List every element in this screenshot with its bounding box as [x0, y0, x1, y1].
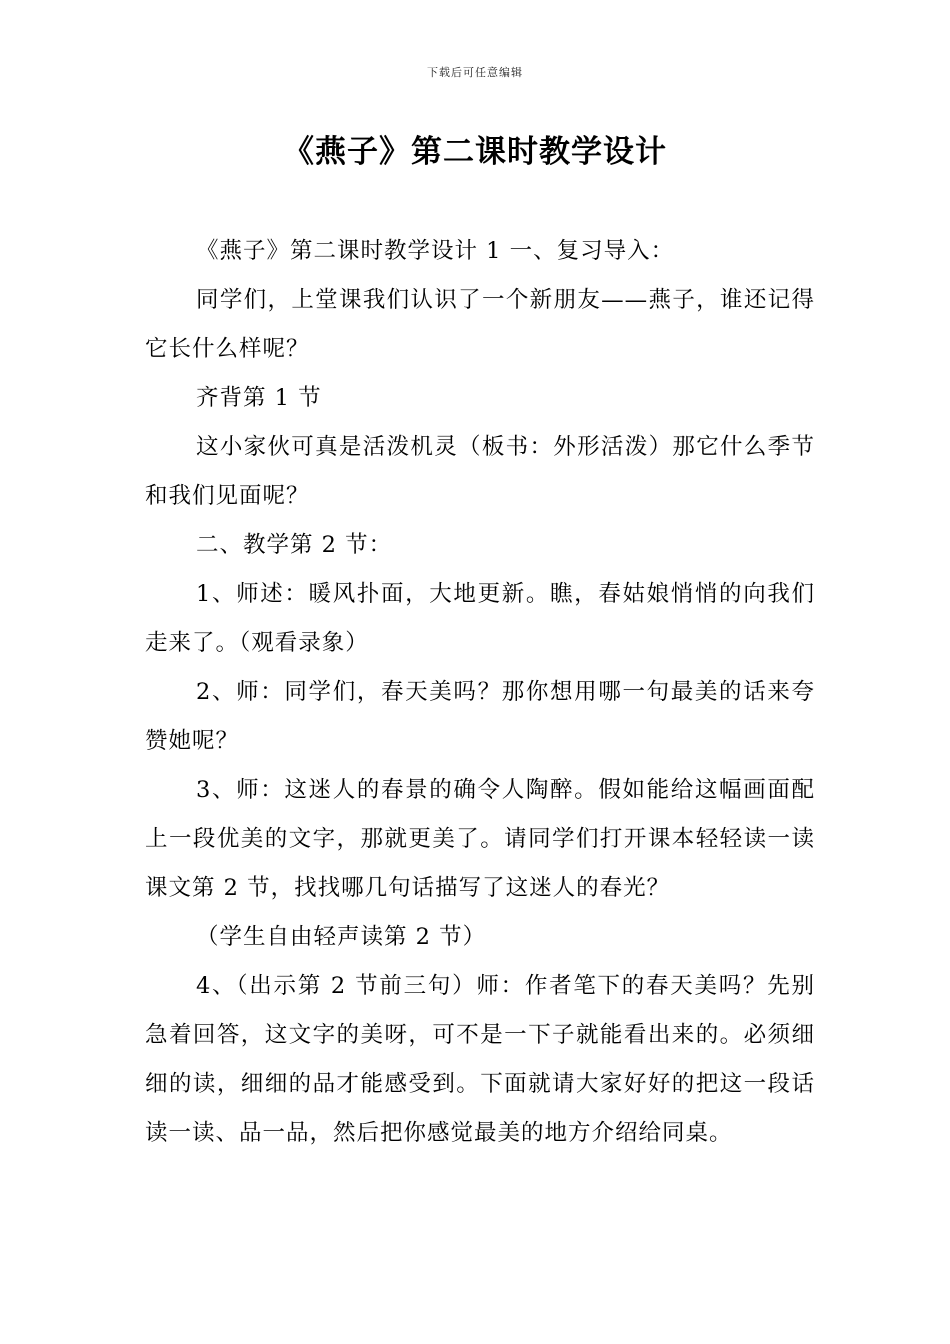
paragraph-step-3: 3、师：这迷人的春景的确令人陶醉。假如能给这幅画面配上一段优美的文字，那就更美了。请同学们打开课本轻轻读一读课文第 2 节，找找哪几句话描写了这迷人的春光？ — [145, 777, 815, 901]
paragraph-step-2: 2、师：同学们，春天美吗？那你想用哪一句最美的话来夸赞她呢？ — [145, 679, 815, 754]
header-note: 下载后可任意编辑 — [427, 66, 523, 79]
document-body — [145, 227, 815, 1158]
paragraph-recite-section-1: 齐背第 1 节 — [196, 385, 322, 411]
paragraph-lively-swallow: 这小家伙可真是活泼机灵（板书：外形活泼）那它什么季节和我们见面呢？ — [145, 434, 815, 509]
paragraph-review-intro: 《燕子》第二课时教学设计 1 一、复习导入： — [196, 238, 675, 264]
paragraph-student-reading: （学生自由轻声读第 2 节） — [196, 924, 487, 950]
paragraph-step-4: 4、（出示第 2 节前三句）师：作者笔下的春天美吗？先别急着回答，这文字的美呀，可不是一下子就能看出来的。必须细细的读，细细的品才能感受到。下面就请大家好好的把这一段话读一读、品一品，然后把你感觉最美的地方介绍给同桌。 — [145, 973, 815, 1146]
paragraph-question-appearance: 同学们，上堂课我们认识了一个新朋友——燕子，谁还记得它长什么样呢？ — [145, 287, 815, 362]
paragraph-teach-section-2: 二、教学第 2 节： — [196, 532, 393, 558]
paragraph-step-1: 1、师述：暖风扑面，大地更新。瞧，春姑娘悄悄的向我们走来了。（观看录象） — [145, 581, 815, 656]
document-title: 《燕子》第二课时教学设计 — [283, 134, 667, 170]
